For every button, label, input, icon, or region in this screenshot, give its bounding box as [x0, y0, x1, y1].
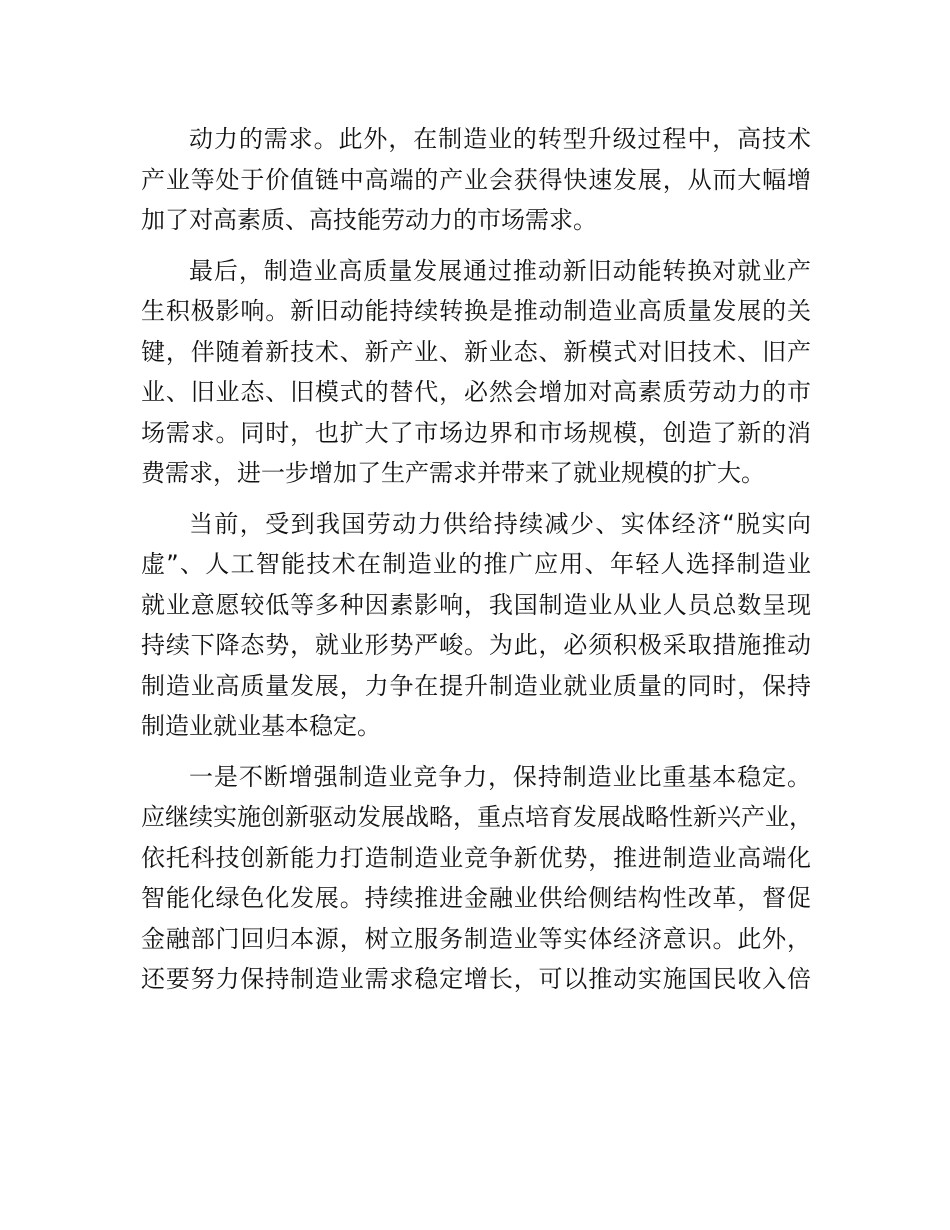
document-body [141, 119, 811, 1000]
text-line: 费需求，进一步增加了生产需求并带来了就业规模的扩大。 [141, 459, 765, 487]
paragraph-4 [141, 757, 811, 1000]
text-line: 动力的需求。此外，在制造业的转型升级过程中，高技术 [189, 125, 811, 153]
text-line: 生积极影响。新旧动能持续转换是推动制造业高质量发展的关 [141, 297, 811, 325]
paragraph-2 [141, 251, 811, 494]
text-line: 智能化绿色化发展。持续推进金融业供给侧结构性改革，督促 [141, 884, 811, 912]
text-line: 最后，制造业高质量发展通过推动新旧动能转换对就业产 [189, 256, 811, 285]
text-line: 虚”、人工智能技术在制造业的推广应用、年轻人选择制造业 [141, 550, 811, 578]
text-line: 业、旧业态、旧模式的替代，必然会增加对高素质劳动力的市 [141, 378, 811, 406]
text-line: 加了对高素质、高技能劳动力的市场需求。 [141, 206, 597, 234]
text-line: 键，伴随着新技术、新产业、新业态、新模式对旧技术、旧产 [141, 337, 811, 366]
text-line: 还要努力保持制造业需求稳定增长，可以推动实施国民收入倍 [141, 965, 811, 993]
text-line: 持续下降态势，就业形势严峻。为此，必须积极采取措施推动 [141, 631, 811, 659]
paragraph-3 [141, 504, 811, 747]
text-line: 制造业高质量发展，力争在提升制造业就业质量的同时，保持 [141, 671, 811, 700]
text-line: 金融部门回归本源，树立服务制造业等实体经济意识。此外， [141, 924, 811, 953]
text-line: 场需求。同时，也扩大了市场边界和市场规模，创造了新的消 [141, 418, 811, 447]
text-line: 应继续实施创新驱动发展战略，重点培育发展战略性新兴产业， [141, 803, 813, 831]
text-line: 就业意愿较低等多种因素影响，我国制造业从业人员总数呈现 [141, 590, 811, 619]
text-line: 制造业就业基本稳定。 [141, 712, 381, 740]
paragraph-1 [141, 119, 811, 241]
text-line: 产业等处于价值链中高端的产业会获得快速发展，从而大幅增 [141, 165, 811, 194]
text-line: 一是不断增强制造业竞争力，保持制造业比重基本稳定。 [189, 762, 811, 791]
text-line: 依托科技创新能力打造制造业竞争新优势，推进制造业高端化 [141, 843, 811, 872]
text-line: 当前，受到我国劳动力供给持续减少、实体经济“脱实向 [189, 509, 811, 538]
